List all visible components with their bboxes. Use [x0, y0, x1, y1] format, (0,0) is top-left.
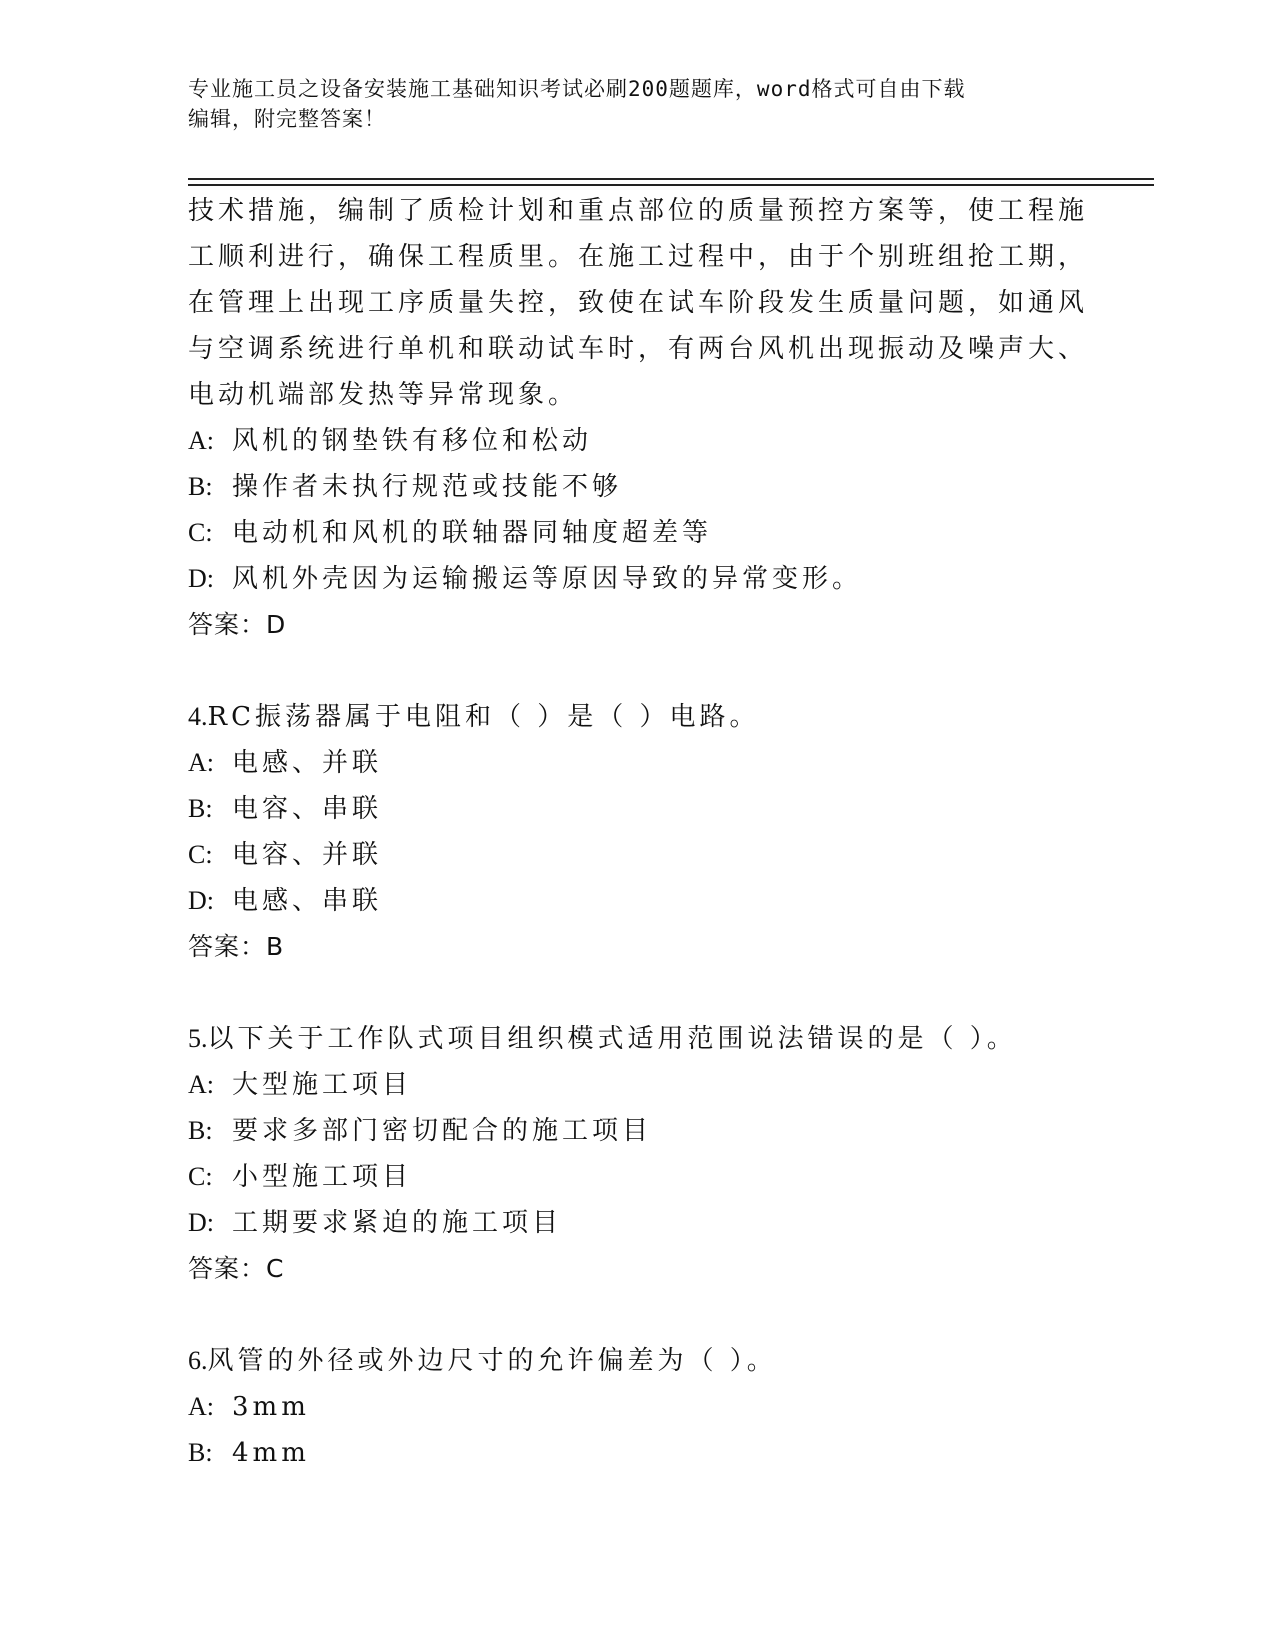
option-c	[188, 1154, 1088, 1200]
question-text: 以下关于工作队式项目组织模式适用范围说法错误的是（ ）。	[207, 1024, 1017, 1054]
question-3-stem-line: 工顺利进行，确保工程质里。在施工过程中，由于个别班组抢工期，	[188, 242, 1089, 272]
question-stem	[188, 1016, 1088, 1062]
option-letter: D:	[188, 564, 214, 593]
answer-line: 答案：C	[188, 1254, 285, 1283]
option-b	[188, 1108, 1088, 1154]
question-text: 风管的外径或外边尺寸的允许偏差为（ ）。	[207, 1346, 777, 1376]
header-title-line-1: 专业施工员之设备安装施工基础知识考试必刷200题题库，word格式可自由下载	[188, 77, 966, 101]
option-letter: C:	[188, 518, 213, 547]
option-b	[188, 786, 1088, 832]
option-letter: B:	[188, 472, 213, 501]
option-letter: B:	[188, 1116, 213, 1145]
question-stem	[188, 1338, 1088, 1384]
option-text: 操作者未执行规范或技能不够	[232, 472, 623, 502]
option-letter: B:	[188, 1438, 213, 1467]
option-letter: A:	[188, 748, 214, 777]
option-text: 电感、并联	[232, 748, 383, 778]
option-c	[188, 832, 1088, 878]
option-letter: A:	[188, 1070, 214, 1099]
option-letter: B:	[188, 794, 213, 823]
option-text: 电动机和风机的联轴器同轴度超差等	[232, 518, 713, 548]
option-letter: C:	[188, 1162, 213, 1191]
question-4	[188, 694, 1088, 970]
document-header	[188, 74, 1088, 134]
option-a	[188, 1384, 1088, 1430]
option-letter: D:	[188, 1208, 214, 1237]
option-b	[188, 1430, 1088, 1476]
question-number: 4.	[188, 702, 208, 731]
option-text: 电感、串联	[232, 886, 383, 916]
option-a	[188, 1062, 1088, 1108]
option-text: 4mm	[232, 1438, 310, 1468]
answer-line: 答案：D	[188, 610, 287, 639]
question-content	[188, 188, 1088, 1476]
question-number: 5.	[188, 1024, 208, 1053]
answer-line: 答案：B	[188, 932, 285, 961]
question-text: RC振荡器属于电阻和（ ）是（ ）电路。	[207, 702, 760, 732]
spacer	[188, 970, 1088, 1016]
option-a	[188, 740, 1088, 786]
spacer	[188, 648, 1088, 694]
option-c	[188, 510, 1088, 556]
option-letter: D:	[188, 886, 214, 915]
header-title-line-2: 编辑，附完整答案！	[188, 107, 386, 131]
question-3-tail	[188, 188, 1088, 648]
question-6	[188, 1338, 1088, 1476]
option-b	[188, 464, 1088, 510]
header-divider-bottom	[188, 184, 1154, 186]
question-3-stem-line: 在管理上出现工序质量失控，致使在试车阶段发生质量问题，如通风	[188, 288, 1089, 318]
option-letter: C:	[188, 840, 213, 869]
option-text: 工期要求紧迫的施工项目	[232, 1208, 563, 1238]
option-text: 大型施工项目	[232, 1070, 413, 1100]
option-text: 要求多部门密切配合的施工项目	[232, 1116, 653, 1146]
option-text: 电容、串联	[232, 794, 383, 824]
option-d	[188, 878, 1088, 924]
option-a	[188, 418, 1088, 464]
option-text: 风机外壳因为运输搬运等原因导致的异常变形。	[232, 564, 863, 594]
spacer	[188, 1292, 1088, 1338]
option-d	[188, 1200, 1088, 1246]
question-3-stem-line: 技术措施，编制了质检计划和重点部位的质量预控方案等，使工程施	[188, 196, 1089, 226]
option-text: 电容、并联	[232, 840, 383, 870]
option-d	[188, 556, 1088, 602]
option-letter: A:	[188, 1392, 214, 1421]
option-text: 小型施工项目	[232, 1162, 413, 1192]
header-divider-top	[188, 178, 1154, 180]
question-5	[188, 1016, 1088, 1292]
option-letter: A:	[188, 426, 214, 455]
question-stem	[188, 694, 1088, 740]
option-text: 3mm	[232, 1392, 310, 1422]
question-number: 6.	[188, 1346, 208, 1375]
option-text: 风机的钢垫铁有移位和松动	[232, 426, 593, 456]
question-3-stem-line: 与空调系统进行单机和联动试车时，有两台风机出现振动及噪声大、	[188, 334, 1089, 364]
question-3-stem-line: 电动机端部发热等异常现象。	[188, 380, 579, 410]
